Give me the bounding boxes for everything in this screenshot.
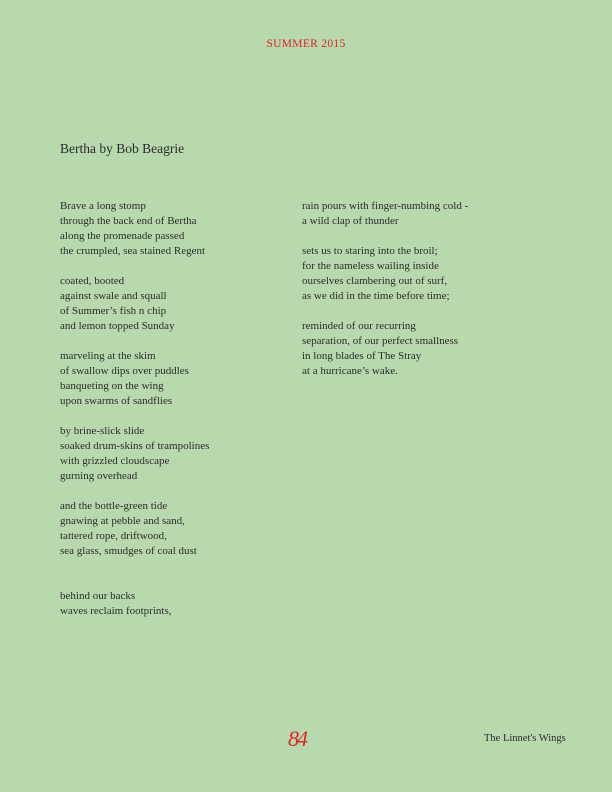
poem-line: in long blades of The Stray: [302, 350, 422, 362]
poem-line: gurning overhead: [60, 470, 138, 482]
poem-line: and the bottle-green tide: [60, 500, 168, 512]
poem-line: separation, of our perfect smallness: [302, 335, 459, 347]
stanza-6: [60, 589, 290, 619]
stanza-2: [60, 274, 290, 334]
stanza-4: [60, 424, 290, 484]
page-number: 84: [288, 726, 306, 751]
poem-line: along the promenade passed: [60, 230, 185, 242]
poem-line: against swale and squall: [60, 290, 167, 302]
stanza-3: [60, 349, 290, 409]
stanza-1: [60, 199, 290, 259]
poem-line: tattered rope, driftwood,: [60, 530, 167, 542]
poem-line: for the nameless wailing inside: [302, 260, 439, 272]
poem-line: rain pours with finger-numbing cold -: [302, 200, 469, 212]
poem-line: waves reclaim footprints,: [60, 605, 172, 617]
stanza-7: [302, 199, 562, 229]
poem-line: at a hurricane’s wake.: [302, 365, 398, 377]
poem-line: sea glass, smudges of coal dust: [60, 545, 197, 557]
poem-line: Brave a long stomp: [60, 200, 146, 212]
poem-line: coated, booted: [60, 275, 125, 287]
poem-line: a wild clap of thunder: [302, 215, 399, 227]
poem-line: behind our backs: [60, 590, 136, 602]
poem-line: of swallow dips over puddles: [60, 365, 189, 377]
stanza-9: [302, 319, 562, 379]
poem-line: gnawing at pebble and sand,: [60, 515, 185, 527]
issue-header: SUMMER 2015: [266, 38, 346, 50]
poem-line: by brine-slick slide: [60, 425, 145, 437]
poem-right-column: [302, 199, 562, 394]
stanza-5: [60, 499, 290, 559]
poem-line: sets us to staring into the broil;: [302, 245, 438, 257]
journal-name: The Linnet's Wings: [484, 733, 566, 744]
poem-line: as we did in the time before time;: [302, 290, 450, 302]
stanza-8: [302, 244, 562, 304]
poem-line: marveling at the skim: [60, 350, 156, 362]
poem-line: upon swarms of sandflies: [60, 395, 173, 407]
poem-line: banqueting on the wing: [60, 380, 164, 392]
poem-line: the crumpled, sea stained Regent: [60, 245, 206, 257]
poem-line: reminded of our recurring: [302, 320, 416, 332]
poem-line: ourselves clambering out of surf,: [302, 275, 448, 287]
poem-left-column: [60, 199, 290, 634]
poem-line: with grizzled cloudscape: [60, 455, 170, 467]
poem-line: through the back end of Bertha: [60, 215, 197, 227]
poem-line: and lemon topped Sunday: [60, 320, 175, 332]
poem-line: soaked drum-skins of trampolines: [60, 440, 210, 452]
poem-line: of Summer’s fish n chip: [60, 305, 167, 317]
poem-title: Bertha by Bob Beagrie: [60, 141, 185, 156]
